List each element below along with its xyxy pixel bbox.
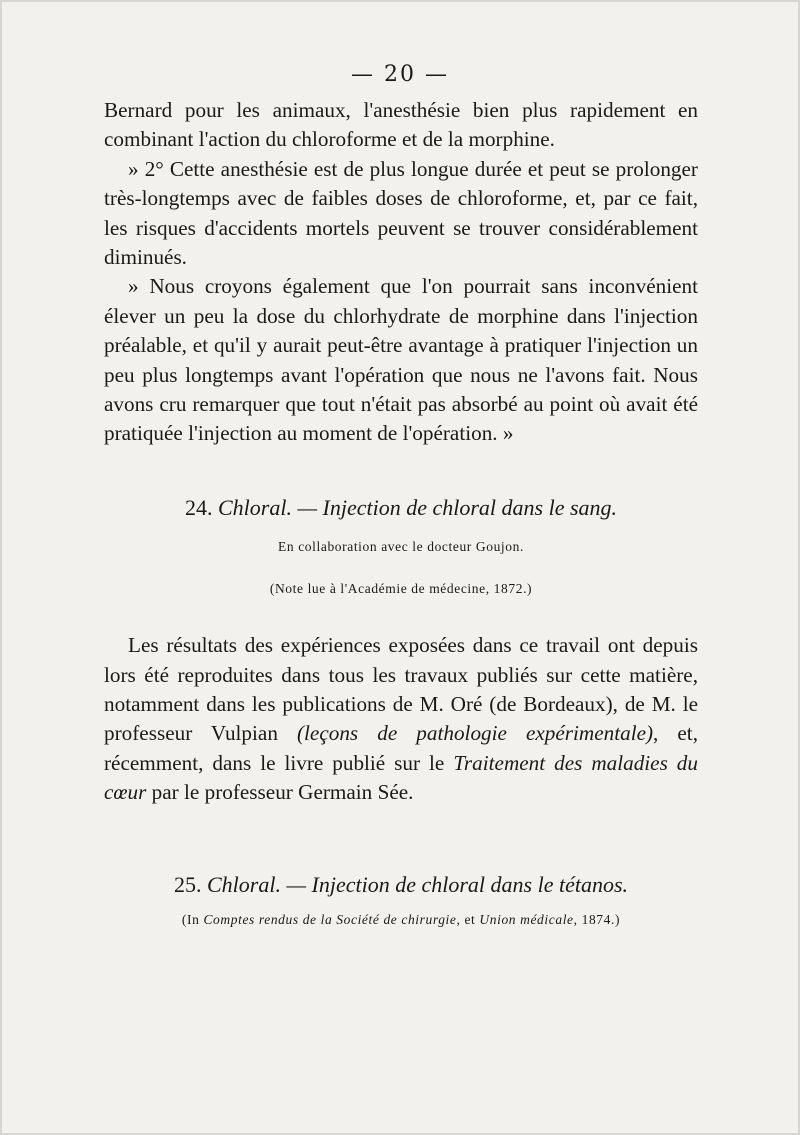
section-25-heading [104,870,698,899]
page-number: — 20 — [351,62,449,87]
paragraph-conclusion: » Nous croyons également que l'on pourrait sans inconvénient élever un peu la dose du chlorhydrate de morphine dans l'injection préalable, et qu'il y aurait peut-être avantage à pratiquer l'injection un peu plus longtemps avant l'opération que nous ne l'avons fait. Nous avons cru remarquer que tout n'était pas absorbé au point où avait été pratiquée l'injection au moment de l'opération. » [104,274,698,446]
section-25-source [104,905,698,934]
section-24-text-b: , et, récemment, dans le livre publié sur le [104,721,698,775]
section-25-number: 25. [173,871,202,897]
page-body [104,96,698,934]
paragraph-point-2: » 2° Cette anesthésie est de plus longue durée et peut se prolonger très-longtemps avec de faibles doses de chloroforme, et, par ce fait, les risques d'accidents mortels peuvent se trouver considérablement diminués. [104,156,698,270]
section-25-source-c: , et [456,911,480,927]
section-24-heading [104,493,698,522]
section-24-paragraph [104,631,698,807]
section-24-note: (Note lue à l'Académie de médecine, 1872.) [269,580,533,596]
section-24-title: Chloral. — Injection de chloral dans le sang. [217,494,618,520]
section-24-emphasis-lecons: (leçons de pathologie expérimentale) [296,721,654,746]
section-24-number: 24. [184,494,213,520]
section-25-title: Chloral. — Injection de chloral dans le tétanos. [206,871,629,897]
section-25-source-b: Comptes rendus de la Société de chirurgie [203,911,457,927]
section-24-emphasis-traitement: Traitement des maladies du cœur [104,750,698,805]
section-24-text-c: par le professeur Germain Sée. [146,780,414,805]
section-25-source-d: Union médicale [479,911,574,927]
section-25-source-a: (In [181,911,204,927]
section-24-text-a: Les résultats des expériences exposées dans ce travail ont depuis lors été reproduites dans tous les travaux publiés sur cette matière, notamment dans les publications de M. Oré (de Bordeaux), de M. le professeur Vulpian [104,633,698,746]
section-24-collaboration: En collaboration avec le docteur Goujon. [278,539,524,555]
paragraph-continuation: Bernard pour les animaux, l'anesthésie bien plus rapidement en combinant l'action du chloroforme et de la morphine. [104,98,698,152]
section-25-source-e: , 1874.) [573,911,621,927]
